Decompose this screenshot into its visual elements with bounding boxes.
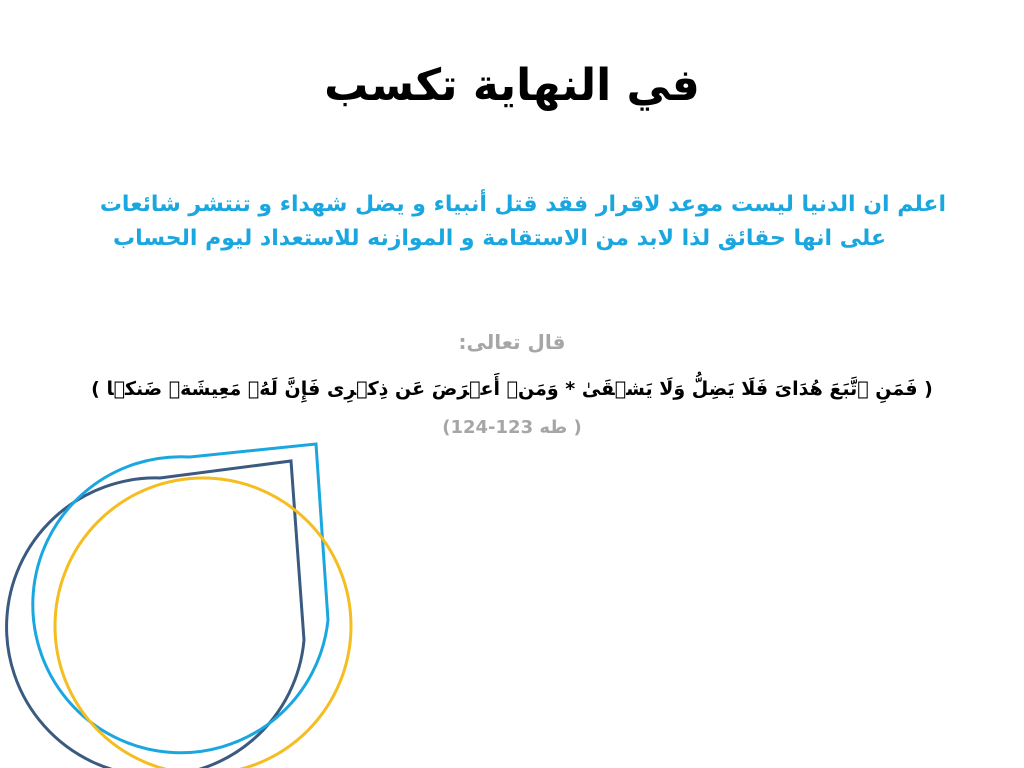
slide-title: في النهاية تكسب — [324, 60, 700, 111]
intro-paragraph — [76, 188, 946, 256]
cyan-teardrop-outline — [33, 444, 328, 753]
said-label: قال تعالى: — [458, 330, 566, 354]
quran-verse: ( فَمَنِ ٱتَّبَعَ هُدَایَ فَلَا یَضِلُّ وَلَا یَشۡقَىٰ * وَمَنۡ أَعۡرَضَ عَن ذِكۡرِی فَإِنَّ لَهُۥ مَعِیشَةࣰ ضَنكࣰا ) — [91, 378, 933, 400]
intro-line-1: اعلم ان الدنيا ليست موعد لاقرار فقد قتل أنبياء و يضل شهداء و تنتشر شائعات — [99, 192, 946, 217]
navy-teardrop-outline — [7, 461, 304, 768]
verse-reference: ( طه 123-124) — [442, 417, 582, 438]
yellow-circle-outline — [55, 478, 351, 768]
intro-line-2: على انها حقائق لذا لابد من الاستقامة و الموازنه للاستعداد ليوم الحساب — [113, 226, 886, 251]
